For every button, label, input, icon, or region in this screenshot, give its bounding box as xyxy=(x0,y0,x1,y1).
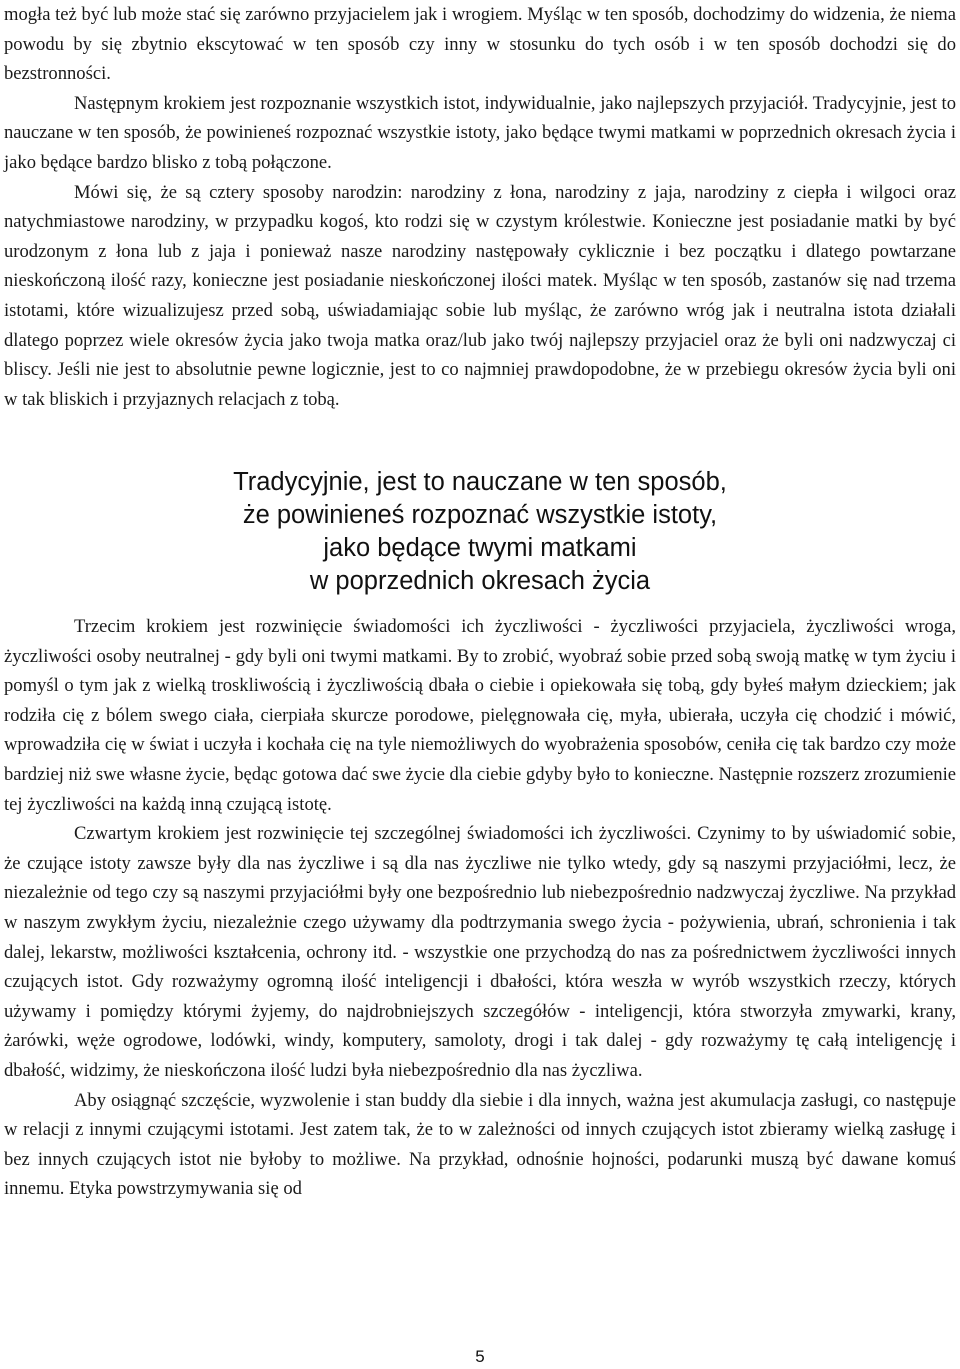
paragraph-fourth-step: Czwartym krokiem jest rozwinięcie tej szczególnej świadomości ich życzliwości. Czynimy to by uświadomić sobie, że czujące istoty zawsze były dla nas życzliwe i są dla nas życzliwe nie tylko wtedy, gdy są naszymi przyjaciółmi, lecz, że niezależnie od tego czy są naszymi przyjaciółmi były one bezpośrednio lub niebezpośrednio nadzwyczaj życzliwe. Na przykład w naszym zwykłym życiu, niezależnie czego używamy dla podtrzymania swego życia - pożywienia, ubrań, schronienia i tak dalej, lekarstw, możliwości kształcenia, ochrony itd. - wszystkie one przychodzą do nas za pośrednictwem życzliwości innych czujących istot. Gdy rozważymy ogromną ilość inteligencji i dbałości, która weszła w wyrób wszystkich rzeczy, których używamy i pomiędzy którymi żyjemy, do najdrobniejszych szczegółów - inteligencji, która stworzyła zmywarki, krany, żarówki, węże ogrodowe, lodówki, windy, komputery, samoloty, drogi i tak dalej - gdy rozważymy tę całą inteligencję i dbałość, widzimy, że nieskończona ilość ludzi była niebezpośrednio dla nas życzliwa. xyxy=(4,823,956,1081)
text-block-top xyxy=(4,0,956,414)
paragraph-merit: Aby osiągnąć szczęście, wyzwolenie i stan buddy dla siebie i dla innych, ważna jest akumulacja zasługi, co następuje w relacji z innymi czującymi istotami. Jest zatem tak, że to w zależności od innych czujących istot zbieramy wielką zasługę i bez innych czujących istot nie byłoby to możliwe. Na przykład, odnośnie hojności, podarunki muszą być dawane komuś innemu. Etyka powstrzymywania się od xyxy=(4,1089,956,1200)
pull-quote-line: że powinieneś rozpoznać wszystkie istoty, xyxy=(242,501,718,529)
pull-quote xyxy=(0,466,960,598)
text-block-bottom xyxy=(4,612,956,1204)
pull-quote-line: Tradycyjnie, jest to nauczane w ten sposób, xyxy=(233,468,727,496)
paragraph-third-step: Trzecim krokiem jest rozwinięcie świadomości ich życzliwości - życzliwości przyjaciela, życzliwości wroga, życzliwości osoby neutralnej - gdy byli oni twymi matkami. By to zrobić, wyobraź sobie przed sobą swoją matkę w tym życiu i pomyśl o tym jak z wielką troskliwością i życzliwością dbała o ciebie i opiekowała się tobą, gdy byłeś małym dzieckiem; jak rodziła cię z bólem swego ciała, cierpiała skurcze porodowe, pielęgnowała cię, myła, ubierała, uczyła cię chodzić i mówić, wprowadziła cię w świat i uczyła i kochała cię na tyle niemożliwych do wyobrażenia sposobów, ceniła cię tak bardzo czy może bardziej niż swe własne życie, będąc gotowa dać swe życie dla ciebie gdyby było to konieczne. Następnie rozszerz zrozumienie tej życzliwości na każdą inną czującą istotę. xyxy=(4,616,956,815)
paragraph-continued: mogła też być lub może stać się zarówno przyjacielem jak i wrogiem. Myśląc w ten sposób, dochodzimy do widzenia, że niema powodu by się zbytnio ekscytować w ten sposób czy inny w stosunku do tych osób i w ten sposób dochodzi się do bezstronności. xyxy=(4,4,956,85)
pull-quote-line: w poprzednich okresach życia xyxy=(309,567,651,595)
page-number: 5 xyxy=(475,1347,485,1366)
pull-quote-line: jako będące twymi matkami xyxy=(323,534,637,562)
paragraph-four-births: Mówi się, że są cztery sposoby narodzin: narodziny z łona, narodziny z jaja, narodziny z ciepła i wilgoci oraz natychmiastowe narodziny, w przypadku kogoś, kto rodzi się w czystym królestwie. Konieczne jest posiadanie matki by być urodzonym z łona lub z jaja i ponieważ nasze narodziny następowały cyklicznie i bez początku i dlatego powtarzane nieskończoną ilość razy, konieczne jest posiadanie nieskończonej ilości matek. Myśląc w ten sposób, zastanów się nad trzema istotami, które wizualizujesz przed sobą, uświadamiając sobie lub myśląc, że zarówno wróg jak i neutralna istota działali dlatego poprzez wiele okresów życia jako twoja matka oraz/lub jako twój najlepszy przyjaciel oraz że byli oni nadzwyczaj ci bliscy. Jeśli nie jest to absolutnie pewne logicznie, jest to co najmniej prawdopodobne, że w przebiegu okresów życia byli oni w tak bliskich i przyjaznych relacjach z tobą. xyxy=(4,181,956,410)
paragraph-second-step: Następnym krokiem jest rozpoznanie wszystkich istot, indywidualnie, jako najlepszych przyjaciół. Tradycyjnie, jest to nauczane w ten sposób, że powinieneś rozpoznać wszystkie istoty, jako będące twymi matkami w poprzednich okresach życia i jako będące bardzo blisko z tobą połączone. xyxy=(4,92,956,173)
